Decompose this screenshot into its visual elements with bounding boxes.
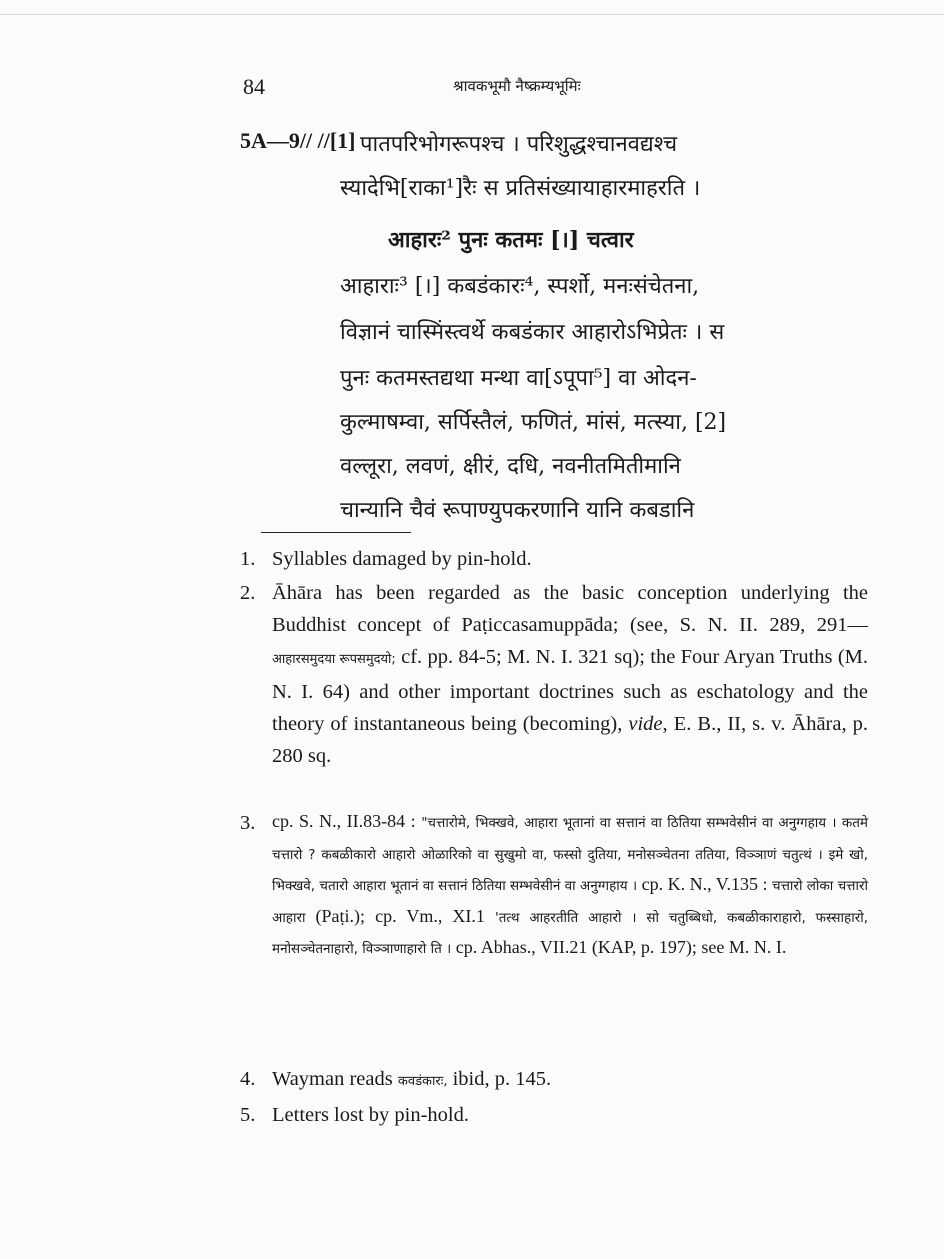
- footnote-text-part: cp. K. N., V.135 :: [637, 874, 773, 894]
- footnote-text: Syllables damaged by pin-hold.: [272, 548, 532, 570]
- text-line: स्यादेभि[राका¹]रैः स प्रतिसंख्यायाहारमाहरति ।: [340, 176, 701, 201]
- text-line: कुल्माषम्वा, सर्पिस्तैलं, फणितं, मांसं, मत्स्या, [2]: [340, 410, 727, 435]
- text-line: चान्यानि चैवं रूपाण्युपकरणानि यानि कबडानि: [340, 498, 695, 523]
- page-number: 84: [243, 74, 265, 99]
- footnote-text: [272, 807, 868, 965]
- scan-edge: [0, 14, 944, 15]
- text-line: आहाराः³ [।] कबडंकारः⁴, स्पर्शो, मनःसंचेतना,: [340, 274, 700, 299]
- footnote-text: Letters lost by pin-hold.: [272, 1104, 470, 1126]
- folio-reference: 5A—9// //[1]: [240, 128, 356, 153]
- footnote-text-part: ibid, p. 145.: [447, 1068, 552, 1090]
- text-line: पातपरिभोगरूपश्च । परिशुद्धश्चानवद्यश्च: [360, 132, 678, 157]
- footnote-text-part: (Paṭi.); cp. Vm., XI.1: [305, 905, 495, 926]
- footnote-number: 4.: [240, 1068, 256, 1090]
- text-line: विज्ञानं चास्मिंस्त्वर्थे कबडंकार आहारोऽभिप्रेतः । स: [340, 320, 725, 345]
- footnote-text-part: , E. B., II, s. v. Āhāra, p. 280 sq.: [272, 713, 869, 767]
- text-line: वल्लूरा, लवणं, क्षीरं, दधि, नवनीतमितीमानि: [340, 454, 681, 479]
- footnote-text-part: Wayman reads: [272, 1068, 398, 1090]
- devanagari-quote: "चत्तारोमे, भिक्खवे, आहारा भूतानां वा सत्तानं वा ठितिया सम्भवेसीनं वा अनुग्गहाय । कतमे चत्तारो ? कबळीकारो आहारो ओळारिको वा सुखुमो वा, फस्सो दुतिया, मनोसञ्चेतना ततिया, विञ्ञाणं चतुत्थं । इमे खो, भिक्खवे, चतारो आहारा भूतानं वा सत्तानं ठितिया सम्भवेसीनं वा अनुग्गहाय ।: [272, 815, 868, 894]
- footnote-text-part: Āhāra has been regarded as the basic conception underlying the Buddhist concept of Paṭiccasamuppāda; (see, S. N. II. 289, 291—: [272, 582, 868, 636]
- devanagari-quote: 'तत्थ आहरतीति आहारो । सो चतुब्बिधो, कबळीकाराहारो, फस्साहारो, मनोसञ्चेतनाहारो, विञ्ञाणाहारो ति ।: [272, 909, 868, 957]
- footnote-number: 2.: [240, 582, 256, 604]
- page-header: [243, 74, 863, 104]
- running-title: श्रावकभूमौ नैष्क्रम्यभूमिः: [453, 77, 581, 95]
- text-line: आहारः² पुनः कतमः [।] चत्वार: [388, 227, 634, 253]
- footnote-number: 1.: [240, 548, 256, 570]
- footnote-text-part: cf. pp. 84-5; M. N. I. 321 sq); the Four Aryan Truths (M. N. I. 64) and other important doctrines such as eschatology and the theory of instantaneous being (becoming),: [272, 646, 868, 735]
- footnote-text-part: cp. S. N., II.83-84 :: [272, 811, 422, 831]
- footnote-text: [272, 1063, 868, 1098]
- footnote-number: 5.: [240, 1104, 256, 1126]
- devanagari-quote: चत्तारो लोका चत्तारो आहारा: [272, 878, 868, 926]
- italic-term: vide: [628, 713, 663, 735]
- footnote-text: [272, 577, 868, 772]
- footnote-number: 3.: [240, 812, 256, 834]
- devanagari-quote: कवडंकारः,: [397, 1074, 448, 1089]
- text-line: पुनः कतमस्तद्यथा मन्था वा[ऽपूपा⁵] वा ओदन-: [340, 366, 697, 391]
- devanagari-quote: आहारसमुदया रूपसमुदयो;: [272, 652, 396, 667]
- footnote-divider: [261, 532, 411, 533]
- footnote-text-part: cp. Abhas., VII.21 (KAP, p. 197); see M. N. I.: [451, 937, 787, 957]
